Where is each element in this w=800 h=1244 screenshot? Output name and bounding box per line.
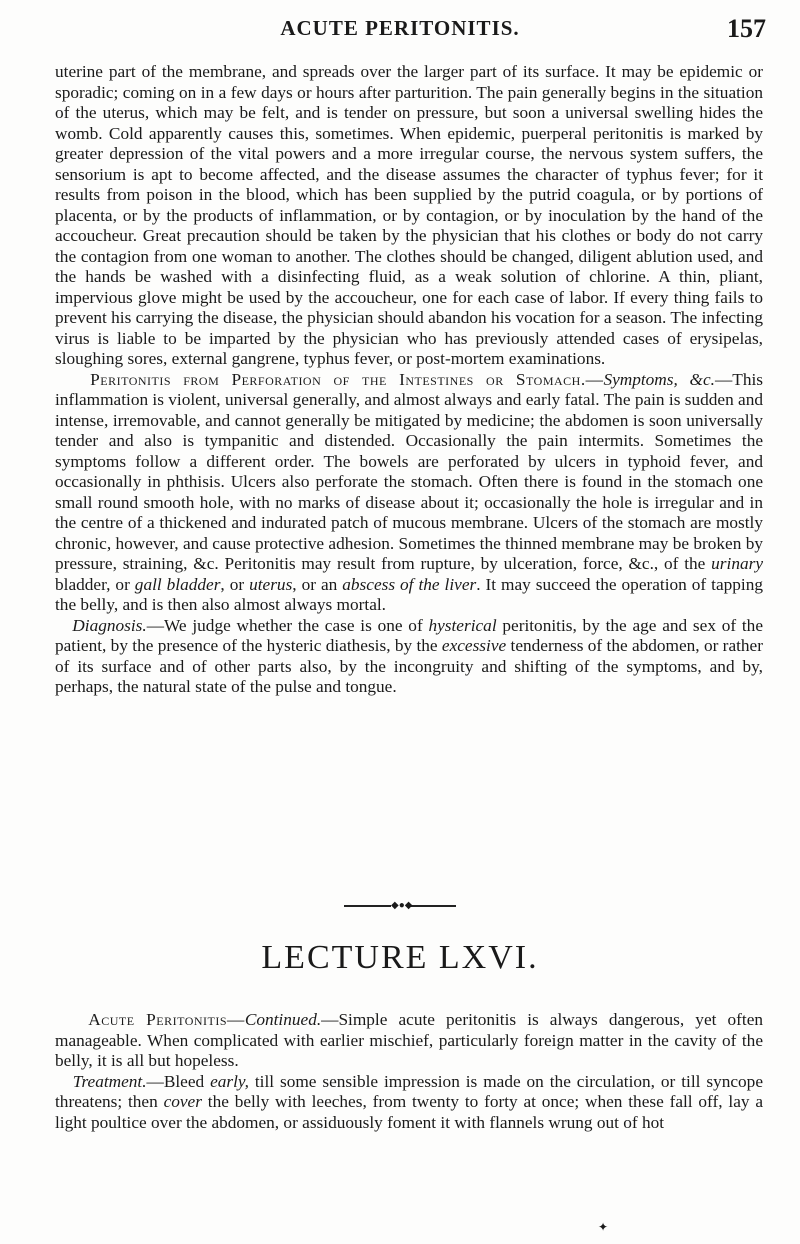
perforation-text-d: , or an (292, 574, 343, 594)
perforation-text-b: bladder, or (55, 574, 135, 594)
treatment-text-c: the belly with leeches, from twenty to forty at once; when these fall off, lay a light poultice over the abdomen, or assiduously foment it with flannels wrung out of hot (55, 1092, 763, 1132)
diagnosis-lead: Diagnosis. (72, 615, 147, 635)
lecture-title: LECTURE LXVI. (261, 939, 539, 976)
paragraph-perforation (55, 370, 763, 616)
diagnosis-text-b: peritonitis, by the age and sex of the patient, by the presence of the hysteric diathesis, by the (55, 615, 763, 655)
page-number: 157 (727, 14, 766, 43)
diagnosis-text-c: tenderness of the abdomen, or rather of its surface and of other parts also, by the incongruity and shifting of the symptoms, and by, perhaps, the natural state of the pulse and tongue. (55, 636, 763, 696)
main-text-block (55, 62, 763, 698)
diagnosis-text-a: —We judge whether the case is one of (146, 615, 429, 635)
treatment-text-b: till some sensible impression is made on the circulation, or till syncope threatens; then (55, 1071, 763, 1111)
perforation-text-c: , or (220, 574, 250, 594)
continued-label: Continued. (244, 1010, 322, 1029)
term-urinary: urinary (711, 554, 763, 573)
term-early: early, (210, 1071, 249, 1091)
paragraph-acute-peritonitis (55, 1010, 763, 1072)
paragraph-puerperal: uterine part of the membrane, and spreads over the larger part of its surface. It may be epidemic or sporadic; coming on in a few days or hours after parturition. The pain generally begins in the situation of the uterus, which may be felt, and is tender on pressure, but soon a universal swelling hides the womb. Cold apparently causes this, sometimes. When epidemic, puerperal peritonitis is marked by greater depression of the vital powers and a more irregular course, the nervous system suffers, the sensorium is apt to become affected, and the disease assumes the character of typhus fever; for it results from poison in the blood, which has been supplied by the putrid coagula, or by portions of placenta, or by the products of inflammation, or by contagion, or by inoculation by the hand of the accoucheur. Great precaution should be taken by the physician that his clothes or body do not carry the contagion from one woman to another. The clothes should be changed, diligent ablution used, and the hands be washed with a disinfecting fluid, as a weak solution of chlorine. A thin, pliant, impervious glove might be used by the accoucheur, one for each case of labor. If every thing fails to prevent his carrying the disease, the physician should abandon his vocation for a season. The infecting virus is liable to be imparted by the physician who has previously attended cases of erysipelas, sloughing sores, external gangrene, typhus fever, or post-mortem examinations. (55, 62, 763, 368)
perforation-text: —This inflammation is violent, universal generally, and almost always and early fatal. The pain is sudden and intense, irremovable, and cannot generally be mitigated by medicine; the abdomen is soon universally tender and also is tympanitic and distended. Occasionally the pain intermits. Sometimes the symptoms follow a different order. The bowels are perforated by ulcers in typhoid fever, and occasionally in phthisis. Ulcers also perforate the stomach. Often there is found in the stomach one small round smooth hole, with no marks of disease about it; occasionally the hole is irregular and in the centre of a thickened and indurated patch of mucous membrane. Ulcers of the stomach are mostly chronic, however, and cause protective adhesion. Sometimes the thinned membrane may be broken by pressure, straining, &c. Peritonitis may result from rupture, by ulceration, force, &c., of the (55, 369, 763, 573)
term-gall-bladder: gall bladder (134, 574, 221, 594)
treatment-lead: Treatment. (72, 1071, 147, 1091)
running-title: ACUTE PERITONITIS. (280, 16, 520, 40)
term-cover: cover (163, 1092, 202, 1111)
section-divider (344, 901, 456, 911)
divider-ornament: ◆●◆ (391, 900, 413, 911)
lecture-text-block (55, 1010, 763, 1133)
printer-mark: ✦ (598, 1220, 609, 1234)
term-uterus: uterus (249, 574, 293, 594)
section-heading-perforation: Peritonitis from Perforation of the Intestines or Stomach.— (90, 369, 604, 389)
perforation-text-e: . It may succeed the operation of tapping the belly, and is then also almost always mortal. (55, 574, 763, 614)
term-abscess: abscess of the liver (342, 574, 477, 594)
paragraph-diagnosis (55, 616, 763, 698)
paragraph-treatment (55, 1072, 763, 1134)
term-excessive: excessive (441, 636, 507, 655)
acute-text: —Simple acute peritonitis is always dangerous, yet often manageable. When complicated with earlier mischief, particularly foreign matter in the cavity of the belly, it is all but hopeless. (55, 1010, 764, 1070)
section-heading-acute: Acute Peritonitis— (88, 1010, 245, 1029)
symptoms-lead: Symptoms, &c. (603, 369, 715, 389)
running-head (0, 14, 800, 44)
term-hysterical: hysterical (428, 615, 497, 635)
treatment-text-a: —Bleed (146, 1071, 211, 1091)
